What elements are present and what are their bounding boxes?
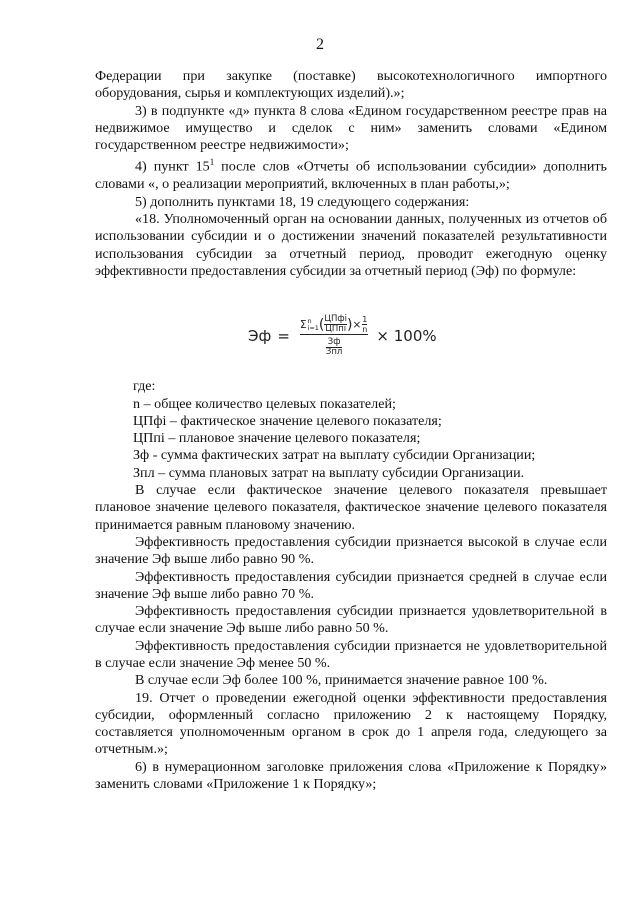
cost-numerator: Зф xyxy=(327,337,341,348)
paragraph: Эффективность предоставления субсидии признается высокой в случае если значение Эф выше либо равно 90 %. xyxy=(95,533,607,568)
sum-upper: n xyxy=(307,317,312,326)
paragraph: Федерации при закупке (поставке) высокотехнологичного импортного оборудования, сырья и комплектующих изделий).»; xyxy=(95,68,607,102)
times-sign: × xyxy=(352,318,362,331)
paragraph xyxy=(95,154,607,193)
paragraph: В случае если фактическое значение целевого показателя превышает плановое значение целевого показателя, фактическое значение целевого показателя принимается равным плановому значению. xyxy=(95,482,607,533)
paragraph: 6) в нумерационном заголовке приложения слова «Приложение к Порядку» заменить словами «Приложение 1 к Порядку»; xyxy=(95,758,607,793)
inner-fraction xyxy=(324,315,347,334)
formula-lhs: Эф xyxy=(248,326,272,345)
superscript: 1 xyxy=(209,157,215,168)
efficiency-formula xyxy=(95,293,607,365)
definition-item: Зпл – сумма плановых затрат на выплату субсидии Организации. xyxy=(133,464,525,481)
paragraph: 3) в подпункте «д» пункта 8 слова «Едином государственном реестре прав на недвижимое имущество и сделок с ним» заменить словами «Едином государственном реестре недвижимости»; xyxy=(95,102,607,154)
small-fraction: 1 n xyxy=(362,315,368,335)
paragraph: Эффективность предоставления субсидии признается не удовлетворительной в случае если значение Эф менее 50 %. xyxy=(95,637,607,671)
cost-fraction xyxy=(326,338,342,357)
paragraph: В случае если Эф более 100 %, принимается значение равное 100 %. xyxy=(135,672,548,689)
paragraph: 19. Отчет о проведении ежегодной оценки эффективности предоставления субсидии, оформленный согласно приложению 2 к настоящему Порядку, составляется уполномоченным органом в срок до 1 апреля года, следующего за отчетным.»; xyxy=(95,689,607,758)
definition-item: ЦПфi – фактическое значение целевого показателя; xyxy=(133,412,442,429)
definition-item: Зф - сумма фактических затрат на выплату субсидии Организации; xyxy=(133,447,536,464)
paragraph: Эффективность предоставления субсидии признается удовлетворительной в случае если значение Эф выше либо равно 50 %. xyxy=(95,603,607,637)
definition-item: ЦПпi – плановое значение целевого показателя; xyxy=(133,430,421,447)
definition-item: n – общее количество целевых показателей; xyxy=(133,395,396,412)
formula-equals: = xyxy=(277,326,290,345)
sum-lower: i=1 xyxy=(307,323,319,332)
formula-multiplier: × 100% xyxy=(376,326,437,345)
fraction-numerator: Σ n i=1 ( ЦПфi ЦПпi ) × 1 n xyxy=(299,314,368,335)
inner-numerator: ЦПфi xyxy=(324,314,348,325)
paragraph: 5) дополнить пунктами 18, 19 следующего содержания: xyxy=(135,193,470,210)
paragraph: «18. Уполномоченный орган на основании данных, полученных из отчетов об использовании субсидии и о достижении значений показателей результативности использования субсидии за отчетный период, проводит ежегодную оценку эффективности предоставления субсидии за отчетный период (Эф) по формуле: xyxy=(95,211,607,279)
paragraph-text: 4) пункт 15 xyxy=(135,159,210,176)
page-number: 2 xyxy=(316,36,324,53)
sum-symbol: Σ n i=1 xyxy=(299,317,319,332)
main-fraction xyxy=(300,315,369,357)
formula-row xyxy=(248,315,437,357)
cost-denominator: Зпл xyxy=(325,347,343,358)
fraction-denominator xyxy=(326,335,342,357)
inner-denominator: ЦПпi xyxy=(325,324,347,335)
paragraph-text: после слов «Отчеты об использовании субсидии» дополнить словами «, о реализации мероприятий, включенных в план работы,»; xyxy=(95,159,607,193)
paragraph: Эффективность предоставления субсидии признается средней в случае если значение Эф выше либо равно 70 %. xyxy=(95,568,607,602)
where-label: где: xyxy=(133,378,156,395)
document-body xyxy=(95,68,607,793)
